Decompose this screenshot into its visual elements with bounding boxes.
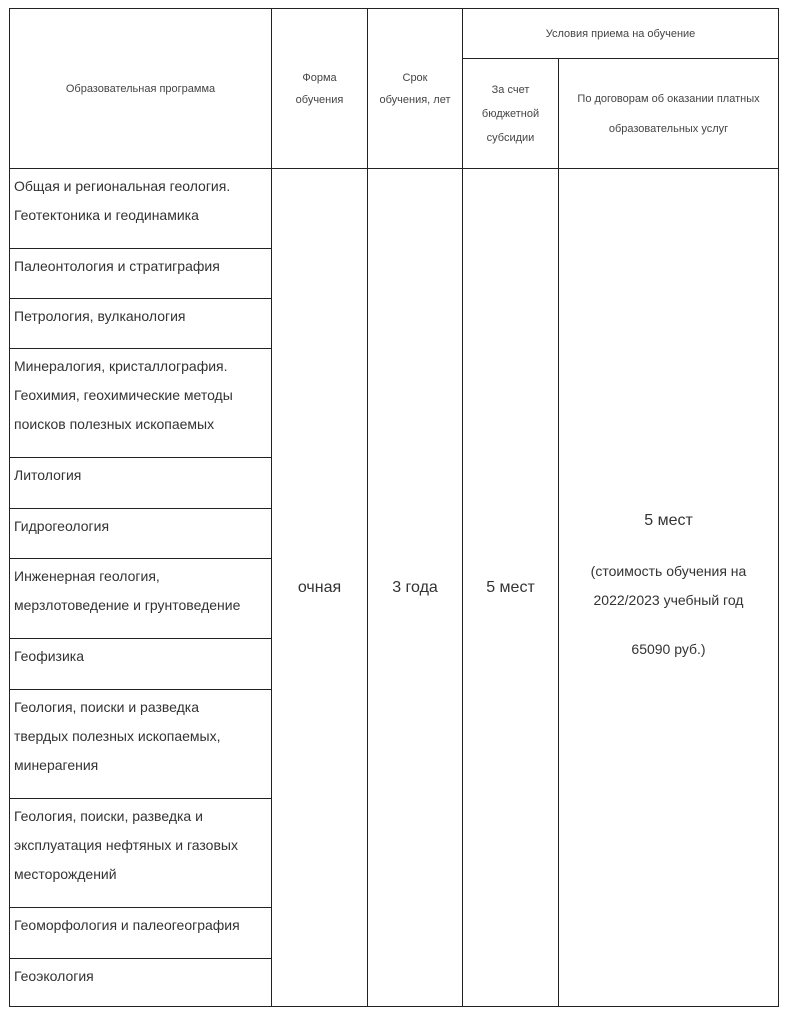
header-program-label: Образовательная программа: [65, 82, 216, 95]
program-line: твердых полезных ископаемых,: [14, 728, 221, 744]
program-line: Геотектоника и геодинамика: [14, 207, 199, 223]
program-cell: [10, 509, 272, 559]
program-line: Геоморфология и палеогеография: [14, 917, 240, 933]
program-line: мерзлотоведение и грунтоведение: [14, 597, 241, 613]
program-cell: [10, 458, 272, 509]
program-line: Инженерная геология,: [14, 568, 160, 584]
program-line: Палеонтология и стратиграфия: [14, 258, 220, 274]
program-line: Литология: [14, 467, 82, 483]
paid-cost-line2: 2022/2023 учебный год: [593, 592, 744, 608]
program-cell: [10, 249, 272, 299]
header-budget: [463, 59, 559, 169]
header-term: [368, 9, 463, 169]
paid-places: 5 мест: [644, 512, 693, 529]
program-line: минерагения: [14, 757, 99, 773]
paid-cost-line1: (стоимость обучения на: [590, 563, 747, 579]
program-cell: [10, 908, 272, 959]
budget-value: 5 мест: [486, 578, 535, 596]
program-cell: [10, 559, 272, 639]
program-cell: [10, 639, 272, 690]
paid-cell: [559, 169, 779, 1007]
header-budget-line1: За счет: [491, 83, 530, 96]
header-form-line2: обучения: [295, 93, 344, 106]
header-budget-line3: субсидии: [486, 131, 535, 144]
program-line: Гидрогеология: [14, 518, 110, 534]
program-cell: [10, 690, 272, 799]
program-line: Геология, поиски и разведка: [14, 699, 200, 715]
program-line: Петрология, вулканология: [14, 308, 186, 324]
program-line: Минералогия, кристаллография.: [14, 358, 228, 374]
program-line: поисков полезных ископаемых: [14, 416, 215, 432]
program-line: Общая и региональная геология.: [14, 178, 231, 194]
header-term-line2: обучения, лет: [379, 93, 451, 106]
admission-table: [9, 8, 779, 1007]
header-term-line1: Срок: [402, 71, 428, 84]
header-paid-line1: По договорам об оказании платных: [577, 92, 760, 105]
header-admission: [463, 9, 779, 59]
header-row-1: [10, 9, 779, 59]
program-line: Геоэкология: [14, 968, 94, 984]
program-cell: [10, 799, 272, 908]
form-cell: [272, 169, 368, 1007]
program-cell: [10, 349, 272, 458]
program-cell: [10, 299, 272, 349]
form-value: очная: [297, 578, 342, 596]
header-admission-label: Условия приема на обучение: [545, 27, 696, 40]
program-line: Геохимия, геохимические методы: [14, 387, 233, 403]
term-value: 3 года: [392, 578, 438, 596]
budget-cell: [463, 169, 559, 1007]
paid-cost-line3: 65090 руб.): [631, 641, 706, 657]
term-cell: [368, 169, 463, 1007]
program-line: месторождений: [14, 866, 117, 882]
header-budget-line2: бюджетной: [481, 107, 540, 120]
program-cell: [10, 959, 272, 1007]
header-program: [10, 9, 272, 169]
program-line: Геофизика: [14, 648, 85, 664]
table-row: [10, 169, 779, 249]
header-form: [272, 9, 368, 169]
program-cell: [10, 169, 272, 249]
program-line: эксплуатация нефтяных и газовых: [14, 837, 238, 853]
header-form-line1: Форма: [302, 71, 337, 84]
header-paid: [559, 59, 779, 169]
header-paid-line2: образовательных услуг: [608, 122, 729, 135]
program-line: Геология, поиски, разведка и: [14, 808, 203, 824]
